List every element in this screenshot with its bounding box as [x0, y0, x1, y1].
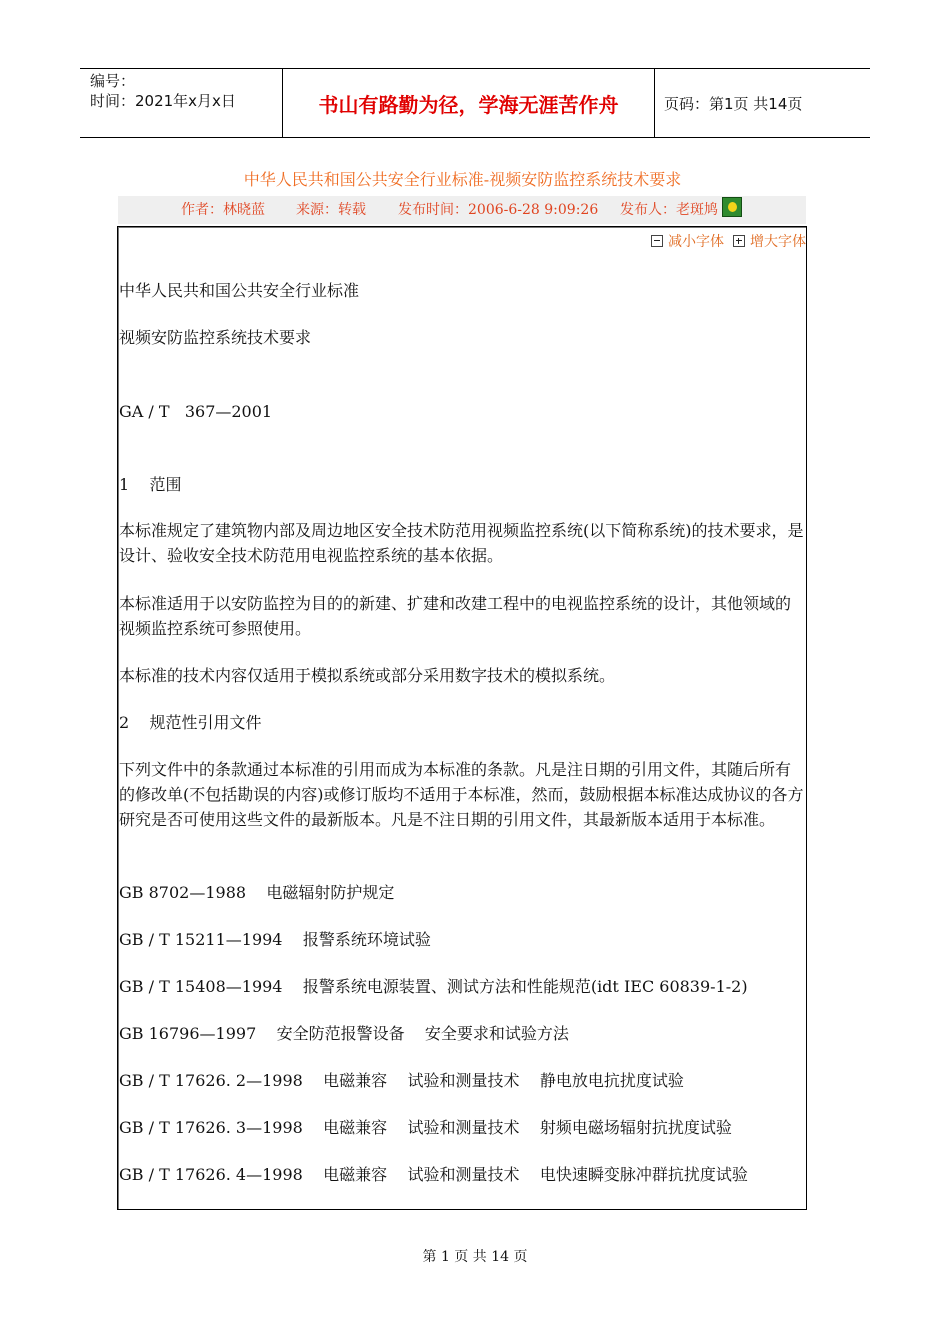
article-title: 中华人民共和国公共安全行业标准-视频安防监控系统技术要求	[243, 170, 682, 189]
section-heading: 1 范围	[119, 475, 182, 494]
article-meta-bar	[118, 196, 806, 224]
page-header	[80, 68, 870, 138]
section-heading: 2 规范性引用文件	[119, 713, 262, 732]
increase-font-button[interactable]	[733, 231, 806, 251]
reference-item: GB 16796—1997 安全防范报警设备 安全要求和试验方法	[119, 1024, 569, 1043]
page-footer: 第 1 页 共 14 页	[422, 1249, 528, 1265]
plus-icon	[733, 235, 745, 247]
article-source: 来源：转载	[296, 202, 366, 218]
paragraph: 本标准的技术内容仅适用于模拟系统或部分采用数字技术的模拟系统。	[119, 666, 616, 685]
body-heading-1: 中华人民共和国公共安全行业标准	[119, 281, 360, 300]
body-heading-2: 视频安防监控系统技术要求	[119, 328, 312, 347]
time-label: 时间：2021年x月x日	[90, 92, 236, 110]
header-meta	[90, 71, 280, 111]
paragraph: 本标准适用于以安防监控为目的的新建、扩建和改建工程中的电视监控系统的设计，其他领域的视频监控系统可参照使用。	[119, 594, 792, 638]
reference-item: GB / T 17626. 4—1998 电磁兼容 试验和测量技术 电快速瞬变脉冲群抗扰度试验	[119, 1165, 748, 1184]
article-publisher[interactable]: 发布人：老斑鸠	[620, 202, 718, 218]
article-publish-time: 发布时间：2006-6-28 9:09:26	[398, 202, 599, 218]
number-label: 编号：	[90, 72, 136, 90]
paragraph: 下列文件中的条款通过本标准的引用而成为本标准的条款。凡是注日期的引用文件，其随后所有的修改单(不包括勘误的内容)或修订版均不适用于本标准，然而，鼓励根据本标准达成协议的各方研究是否可使用这些文件的最新版本。凡是不注日期的引用文件，其最新版本适用于本标准。	[119, 760, 804, 829]
header-page-info: 页码：第1页 共14页	[664, 94, 803, 113]
decrease-font-button[interactable]	[651, 231, 724, 251]
article-author: 作者：林晓蓝	[181, 202, 265, 218]
minus-icon	[651, 235, 663, 247]
standard-number: GA / T 367—2001	[119, 402, 273, 421]
reference-item: GB / T 17626. 3—1998 电磁兼容 试验和测量技术 射频电磁场辐射抗扰度试验	[119, 1118, 732, 1137]
reference-item: GB / T 15211—1994 报警系统环境试验	[119, 930, 431, 949]
publisher-icon[interactable]	[722, 197, 742, 217]
header-divider	[654, 69, 655, 137]
reference-item: GB / T 15408—1994 报警系统电源装置、测试方法和性能规范(idt IEC 60839-1-2)	[119, 977, 748, 996]
header-motto: 书山有路勤为径，学海无涯苦作舟	[318, 92, 619, 117]
decrease-font-label: 减小字体	[668, 234, 724, 250]
reference-item: GB 8702—1988 电磁辐射防护规定	[119, 883, 395, 902]
increase-font-label: 增大字体	[750, 234, 806, 250]
paragraph: 本标准规定了建筑物内部及周边地区安全技术防范用视频监控系统(以下简称系统)的技术要求，是设计、验收安全技术防范用电视监控系统的基本依据。	[119, 521, 804, 565]
reference-item: GB / T 17626. 2—1998 电磁兼容 试验和测量技术 静电放电抗扰度试验	[119, 1071, 684, 1090]
